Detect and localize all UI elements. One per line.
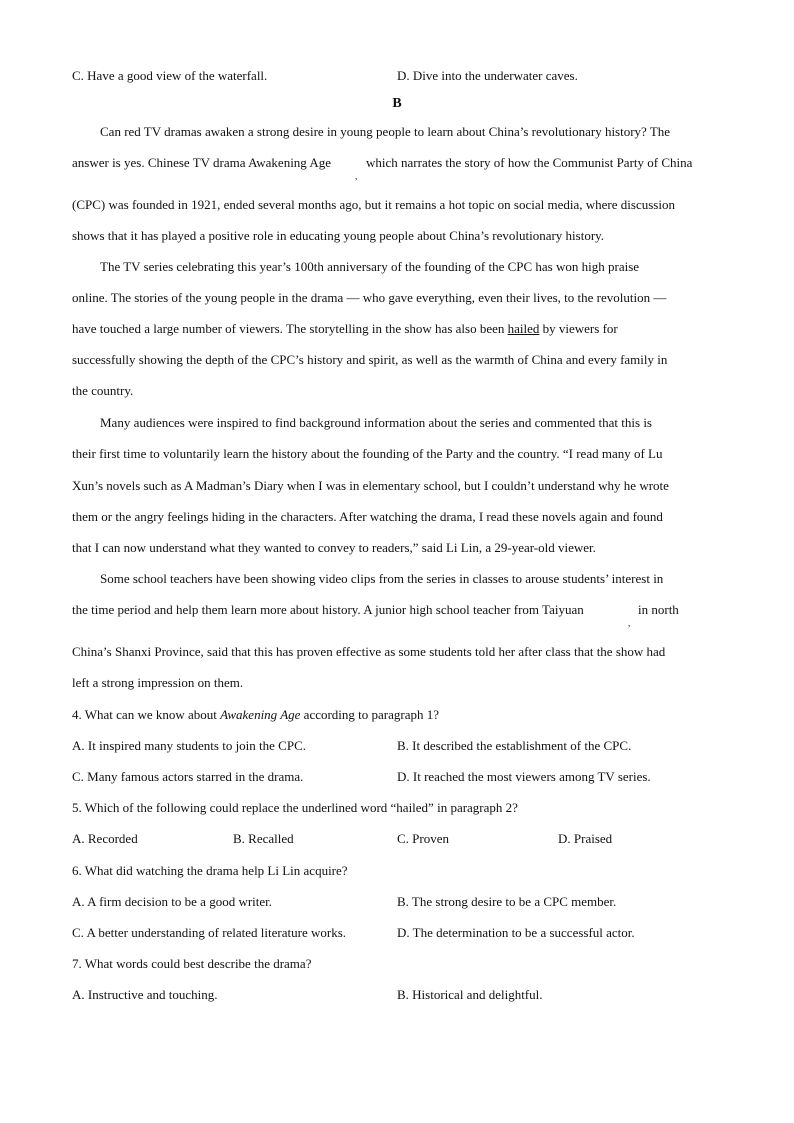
prev-option-d: D. Dive into the underwater caves.	[397, 68, 578, 83]
passage-line: successfully showing the depth of the CPC’s history and spirit, as well as the warmth of China and every family in	[72, 352, 668, 367]
passage-line: the time period and help them learn more about history. A junior high school teacher from Taiyuan	[72, 602, 584, 617]
prev-option-c: C. Have a good view of the waterfall.	[72, 68, 268, 83]
italic-title: Awakening Age	[220, 707, 301, 722]
passage-line: Can red TV dramas awaken a strong desire in young people to learn about China’s revolutionary history? The	[100, 124, 671, 139]
question-5-stem: 5. Which of the following could replace the underlined word “hailed” in paragraph 2?	[72, 800, 518, 815]
q6-option-c[interactable]: C. A better understanding of related literature works.	[72, 925, 347, 940]
passage-line: Some school teachers have been showing video clips from the series in classes to arouse students’ interest in	[100, 571, 664, 586]
comma-mark: ,	[628, 618, 631, 628]
passage-line-hailed	[72, 321, 618, 337]
q6-option-a[interactable]: A. A firm decision to be a good writer.	[72, 894, 273, 909]
q5-option-d[interactable]: D. Praised	[558, 831, 613, 846]
passage-line: shows that it has played a positive role in educating young people about China’s revolutionary history.	[72, 228, 605, 243]
text-segment: by viewers for	[539, 321, 618, 336]
question-7-stem: 7. What words could best describe the drama?	[72, 956, 312, 971]
passage-line: left a strong impression on them.	[72, 675, 244, 690]
q5-option-b[interactable]: B. Recalled	[233, 831, 294, 846]
q4-option-d[interactable]: D. It reached the most viewers among TV series.	[397, 769, 651, 784]
q4-option-a[interactable]: A. It inspired many students to join the CPC.	[72, 738, 306, 753]
q6-option-d[interactable]: D. The determination to be a successful actor.	[397, 925, 635, 940]
passage-line: in north	[638, 602, 679, 617]
q4-option-b[interactable]: B. It described the establishment of the CPC.	[397, 738, 632, 753]
passage-line: them or the angry feelings hiding in the characters. After watching the drama, I read these novels again and found	[72, 509, 663, 524]
q5-option-a[interactable]: A. Recorded	[72, 831, 138, 846]
text-segment: have touched a large number of viewers. The storytelling in the show has also been	[72, 321, 508, 336]
passage-line: which narrates the story of how the Communist Party of China	[366, 155, 693, 170]
passage-line: answer is yes. Chinese TV drama Awakening Age	[72, 155, 331, 170]
question-6-stem: 6. What did watching the drama help Li Lin acquire?	[72, 863, 348, 878]
passage-line: Many audiences were inspired to find background information about the series and commented that this is	[100, 415, 652, 430]
text-segment: according to paragraph 1?	[300, 707, 440, 722]
passage-line: The TV series celebrating this year’s 100th anniversary of the founding of the CPC has won high praise	[100, 259, 640, 274]
section-title: B	[392, 96, 402, 111]
passage-line: their first time to voluntarily learn the history about the founding of the Party and the country. “I read many of Lu	[72, 446, 663, 461]
passage-line: Xun’s novels such as A Madman’s Diary when I was in elementary school, but I couldn’t understand why he wrote	[72, 478, 669, 493]
passage-line: China’s Shanxi Province, said that this has proven effective as some students told her after class that the show had	[72, 644, 666, 659]
comma-mark: ,	[355, 171, 358, 181]
question-4-stem	[72, 707, 439, 723]
passage-line: that I can now understand what they wanted to convey to readers,” said Li Lin, a 29-year-old viewer.	[72, 540, 596, 555]
text-segment: 4. What can we know about	[72, 707, 221, 722]
q7-option-b[interactable]: B. Historical and delightful.	[397, 987, 543, 1002]
q6-option-b[interactable]: B. The strong desire to be a CPC member.	[397, 894, 617, 909]
passage-line: online. The stories of the young people in the drama — who gave everything, even their lives, to the revolution —	[72, 290, 667, 305]
q7-option-a[interactable]: A. Instructive and touching.	[72, 987, 218, 1002]
passage-line: the country.	[72, 383, 134, 398]
q4-option-c[interactable]: C. Many famous actors starred in the drama.	[72, 769, 304, 784]
underlined-word: hailed	[507, 321, 540, 336]
q5-option-c[interactable]: C. Proven	[397, 831, 449, 846]
passage-line: (CPC) was founded in 1921, ended several months ago, but it remains a hot topic on social media, where discussion	[72, 197, 675, 212]
